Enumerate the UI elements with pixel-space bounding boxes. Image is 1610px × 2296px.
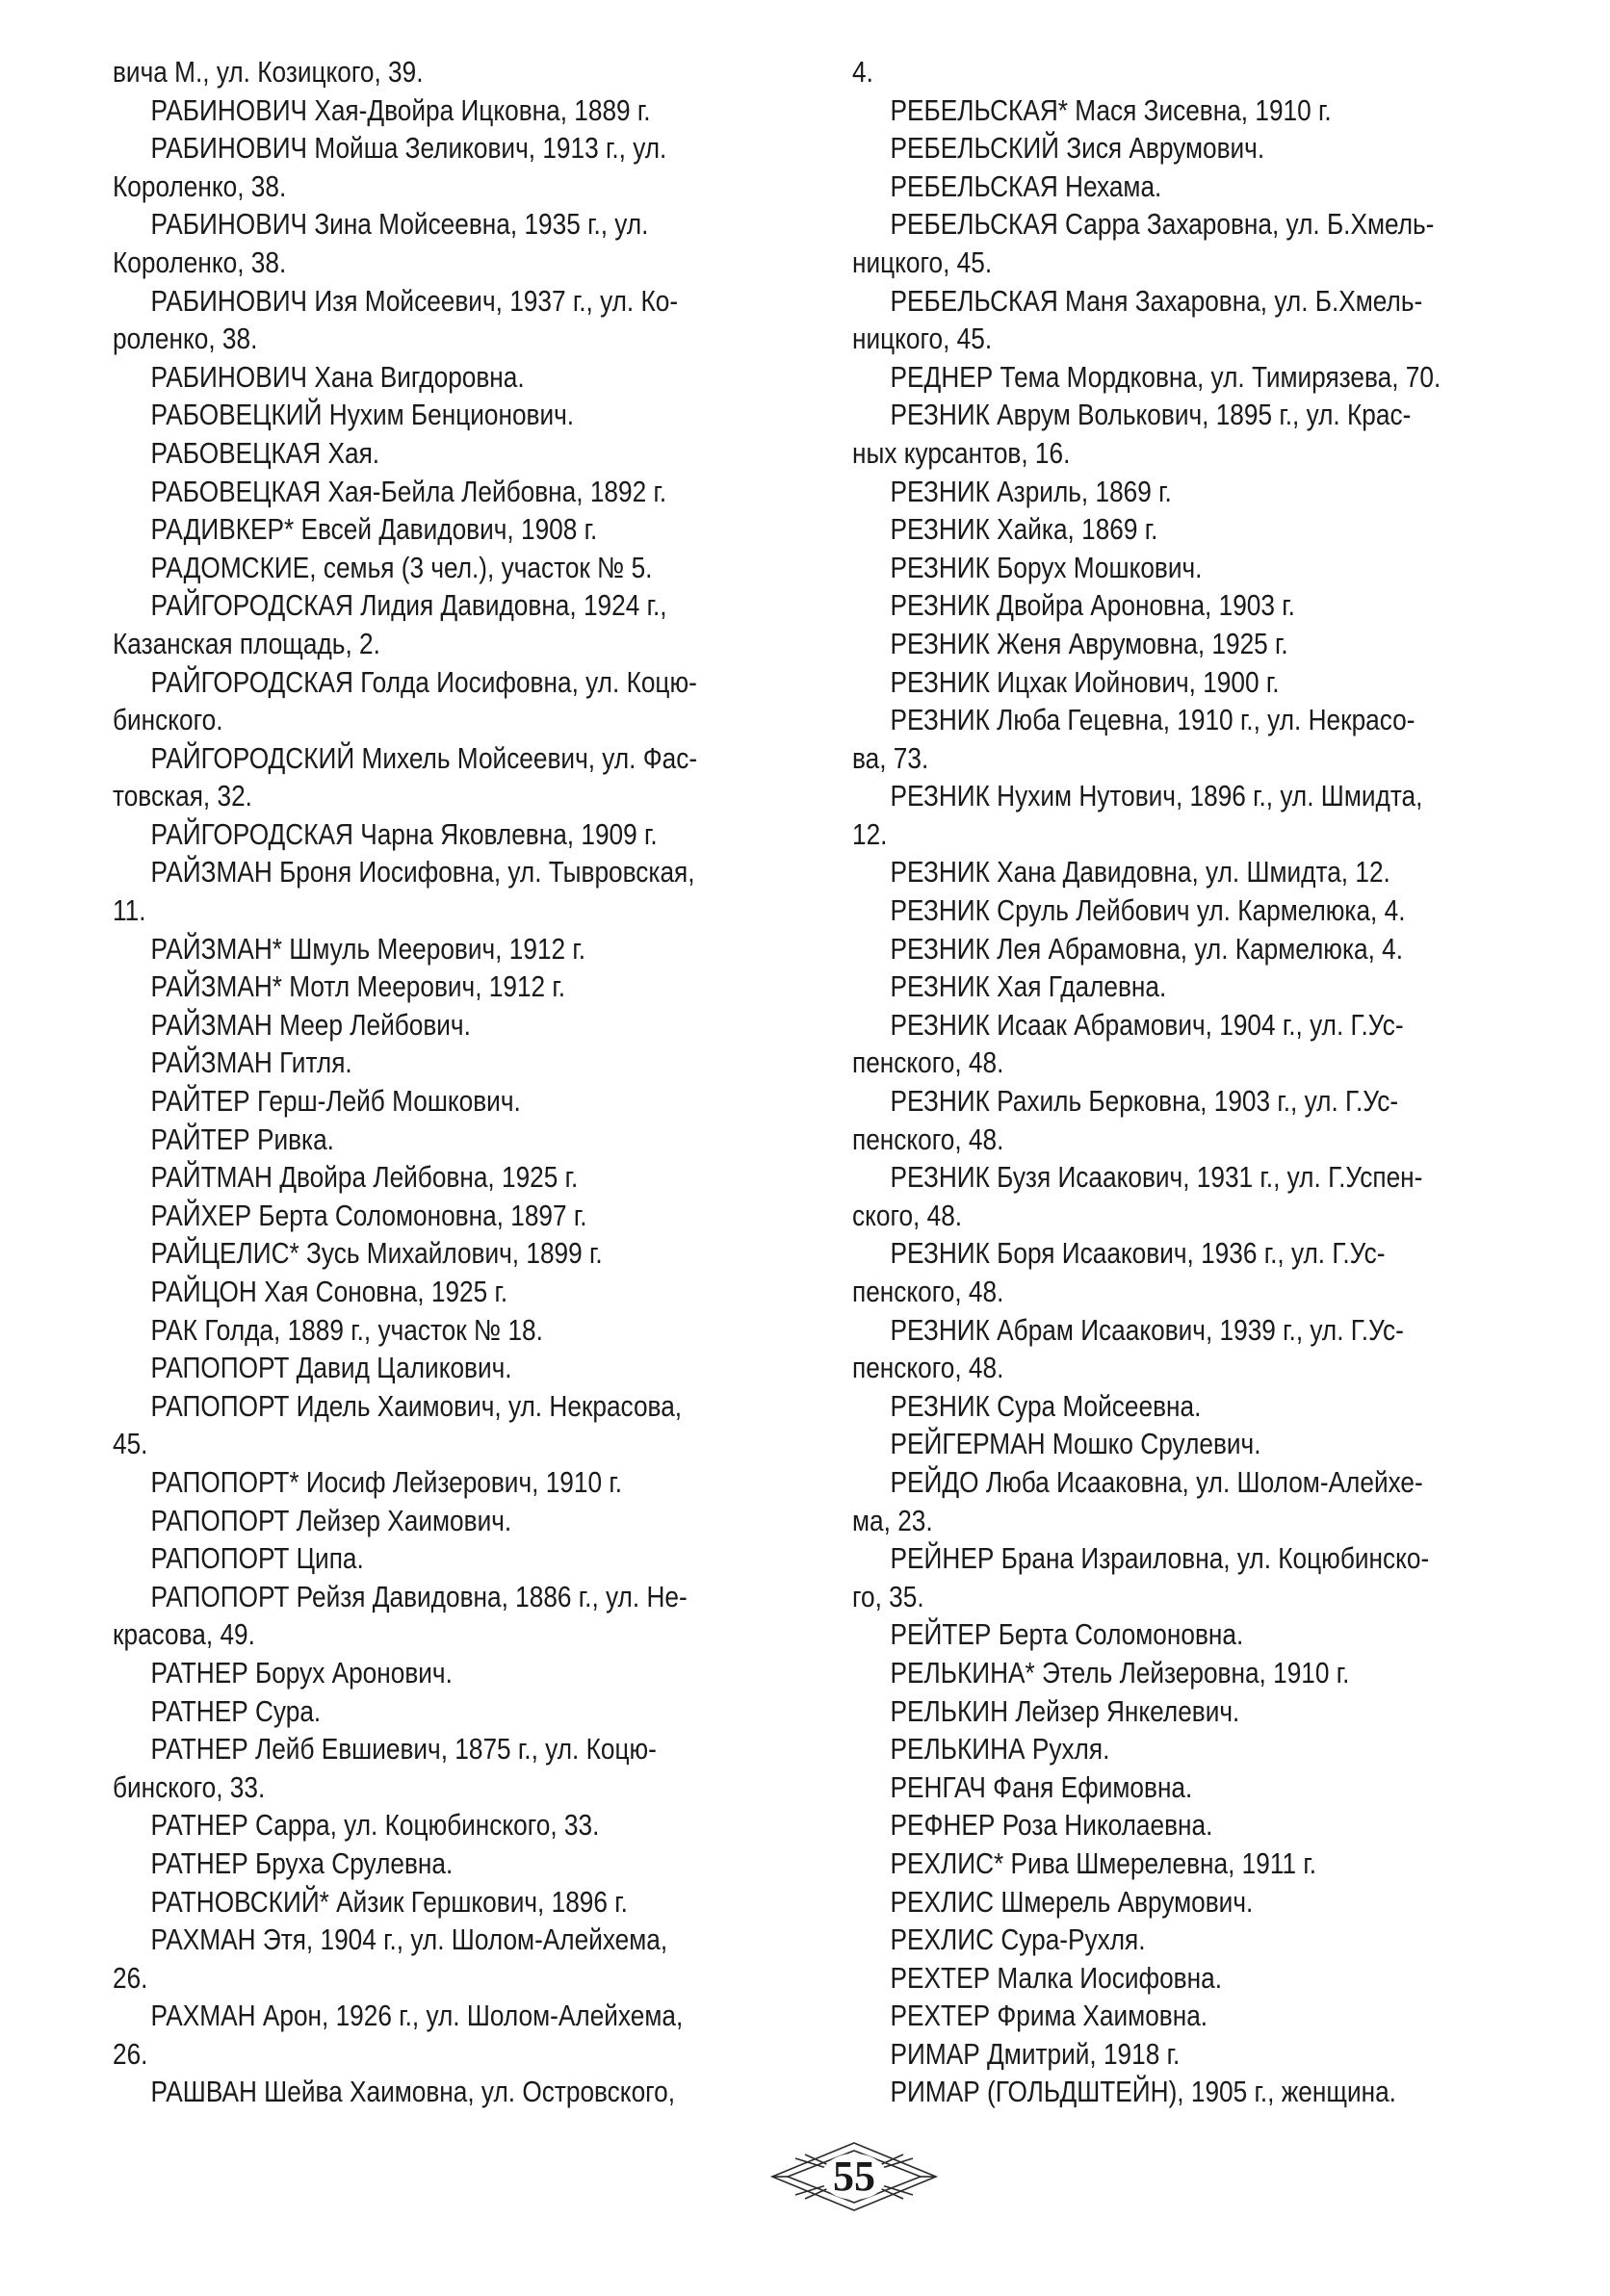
index-entry — [113, 1464, 792, 1503]
index-entry — [113, 1807, 792, 1845]
entry-line: РАЙЦЕЛИС* Зусь Михайлович, 1899 г. — [150, 1237, 603, 1271]
entry-line: РАПОПОРТ Рейзя Давидовна, 1886 г., ул. Не- — [150, 1580, 688, 1613]
entry-line: РЕБЕЛЬСКАЯ Маня Захаровна, ул. Б.Хмель- — [890, 284, 1423, 318]
entry-continuation-line: Казанская площадь, 2. — [113, 627, 380, 660]
index-entry — [113, 1045, 792, 1083]
entry-line: РЕХЛИС Сура-Рухля. — [890, 1923, 1146, 1957]
entry-line: РИМАР Дмитрий, 1918 г. — [890, 2037, 1181, 2071]
entry-line: РЕЗНИК Хайка, 1869 г. — [890, 513, 1158, 547]
entry-line: РАПОПОРТ Давид Цаликович. — [150, 1352, 512, 1385]
index-entry — [113, 1159, 792, 1198]
index-entry — [113, 1693, 792, 1732]
index-entry — [852, 702, 1502, 778]
index-entry — [852, 1998, 1502, 2036]
index-entry — [113, 206, 792, 282]
entry-line: РЕЗНИК Хана Давидовна, ул. Шмидта, 12. — [890, 856, 1390, 890]
index-entry — [852, 550, 1502, 588]
index-entry — [852, 1845, 1502, 1884]
index-entry — [852, 2074, 1502, 2112]
entry-continuation-line: 11. — [113, 894, 146, 928]
entry-continuation-line: ма, 23. — [852, 1504, 933, 1537]
index-entry — [113, 511, 792, 550]
index-entry — [852, 1884, 1502, 1922]
index-entry — [113, 1731, 792, 1807]
index-entry — [113, 740, 792, 816]
entry-line: РАШВАН Шейва Хаимовна, ул. Островского, — [150, 2076, 676, 2109]
index-entry — [852, 664, 1502, 703]
entry-line: РЕЗНИК Сура Мойсеевна. — [890, 1389, 1202, 1423]
entry-line: РАБИНОВИЧ Мойша Зеликович, 1913 г., ул. — [150, 132, 667, 166]
entry-continuation-line: бинского, 33. — [113, 1770, 266, 1804]
right-column — [852, 54, 1502, 2112]
index-entry — [113, 474, 792, 512]
entry-line: РЕЛЬКИНА* Этель Лейзеровна, 1910 г. — [890, 1656, 1350, 1690]
index-entry — [113, 1998, 792, 2074]
entry-line: РАЙЗМАН* Шмуль Меерович, 1912 г. — [150, 932, 586, 966]
entry-line: РАХМАН Этя, 1904 г., ул. Шолом-Алейхема, — [150, 1923, 668, 1957]
entry-line: РАЙГОРОДСКИЙ Михель Мойсеевич, ул. Фас- — [150, 741, 698, 775]
entry-line: РИМАР (ГОЛЬДШТЕЙН), 1905 г., женщина. — [890, 2076, 1396, 2109]
entry-line: РЕЗНИК Сруль Лейбович ул. Кармелюка, 4. — [890, 894, 1406, 928]
index-entry — [852, 1655, 1502, 1693]
entry-line: РЕЗНИК Нухим Нутович, 1896 г., ул. Шмидта, — [890, 780, 1423, 813]
index-entry — [113, 1235, 792, 1274]
index-entry — [852, 1922, 1502, 1960]
index-entry — [852, 283, 1502, 359]
index-entry — [113, 1274, 792, 1312]
entry-line: РАЙГОРОДСКАЯ Голда Иосифовна, ул. Коцю- — [150, 665, 697, 699]
entry-line: РАДИВКЕР* Евсей Давидович, 1908 г. — [150, 513, 598, 547]
entry-line: РЕХЛИС Шмерель Аврумович. — [890, 1885, 1254, 1919]
entry-line: РЕЗНИК Лея Абрамовна, ул. Кармелюка, 4. — [890, 932, 1404, 966]
entry-line: РАТНЕР Борух Аронович. — [150, 1656, 453, 1690]
entry-line: РАПОПОРТ Идель Хаимович, ул. Некрасова, — [150, 1389, 683, 1423]
entry-line: РАТНЕР Лейб Евшиевич, 1875 г., ул. Коцю- — [150, 1733, 657, 1767]
index-entry — [113, 92, 792, 131]
entry-continuation-line: пенского, 48. — [852, 1276, 1004, 1308]
index-entry — [113, 359, 792, 398]
index-entry — [113, 1579, 792, 1655]
index-entry — [852, 1807, 1502, 1845]
entry-continuation-line: Короленко, 38. — [113, 169, 287, 203]
left-column — [113, 54, 792, 2112]
index-entry — [113, 1350, 792, 1388]
index-entry — [852, 92, 1502, 131]
index-entry — [113, 1083, 792, 1122]
index-entry — [852, 397, 1502, 473]
index-entry — [113, 435, 792, 474]
index-entry — [113, 1540, 792, 1579]
index-entry — [852, 1083, 1502, 1159]
entry-line: РЕЗНИК Абрам Исаакович, 1939 г., ул. Г.Ус- — [890, 1313, 1404, 1347]
index-entry — [113, 1655, 792, 1693]
index-entry — [113, 1007, 792, 1045]
entry-continuation-line: ницкого, 45. — [852, 322, 993, 356]
entry-line: РАБИНОВИЧ Изя Мойсеевич, 1937 г., ул. Ко- — [150, 284, 679, 318]
index-entry — [852, 1235, 1502, 1311]
entry-line: РАЙЦОН Хая Соновна, 1925 г. — [150, 1276, 508, 1308]
entry-line: РАТНЕР Сура. — [150, 1694, 322, 1728]
entry-line: РЕЛЬКИНА Рухля. — [890, 1733, 1110, 1767]
entry-line: РАТНОВСКИЙ* Айзик Гершкович, 1896 г. — [150, 1885, 628, 1919]
entry-continuation-line: товская, 32. — [113, 780, 252, 813]
entry-continuation-line: 26. — [113, 2037, 148, 2071]
entry-line: РАБОВЕЦКИЙ Нухим Бенционович. — [150, 399, 575, 432]
index-entry — [852, 1693, 1502, 1732]
entry-line: РЕХТЕР Фрима Хаимовна. — [890, 1999, 1208, 2033]
index-entry — [113, 54, 792, 92]
index-entry — [852, 474, 1502, 512]
index-entry — [852, 1616, 1502, 1655]
entry-continuation-line: 12. — [852, 817, 888, 851]
entry-line: РЕЗНИК Рахиль Берковна, 1903 г., ул. Г.Ус- — [890, 1085, 1399, 1119]
entry-line: РЕБЕЛЬСКАЯ Сарра Захаровна, ул. Б.Хмель- — [890, 208, 1435, 242]
index-entry — [852, 626, 1502, 664]
index-entry — [852, 1731, 1502, 1769]
index-entry — [852, 1312, 1502, 1388]
entry-line: РАХМАН Арон, 1926 г., ул. Шолом-Алейхема, — [150, 1999, 684, 2033]
index-entry — [852, 1540, 1502, 1616]
entry-line: РАБОВЕЦКАЯ Хая. — [150, 436, 380, 470]
index-entry — [852, 511, 1502, 550]
entry-line: РЕЗНИК Женя Аврумовна, 1925 г. — [890, 627, 1288, 660]
index-entry — [852, 2036, 1502, 2075]
entry-line: РЕДНЕР Тема Мордковна, ул. Тимирязева, 70. — [890, 360, 1441, 394]
entry-line: РАПОПОРТ Ципа. — [150, 1542, 364, 1576]
index-entry — [852, 1388, 1502, 1427]
entry-line: РАЙГОРОДСКАЯ Чарна Яковлевна, 1909 г. — [150, 817, 658, 851]
index-entry — [113, 664, 792, 740]
entry-line: РЕЗНИК Хая Гдалевна. — [890, 970, 1167, 1004]
entry-line: РЕЗНИК Азриль, 1869 г. — [890, 475, 1172, 508]
entry-line: вича М., ул. Козицкого, 39. — [113, 56, 424, 89]
entry-line: РАПОПОРТ* Иосиф Лейзерович, 1910 г. — [150, 1465, 622, 1499]
entry-continuation-line: пенского, 48. — [852, 1046, 1004, 1080]
entry-line: РЕБЕЛЬСКАЯ* Мася Зисевна, 1910 г. — [890, 93, 1332, 127]
index-entry — [852, 778, 1502, 854]
index-entry — [113, 1312, 792, 1351]
index-entry — [113, 931, 792, 969]
index-entry — [113, 550, 792, 588]
index-entry — [852, 587, 1502, 626]
entry-line: РЕЗНИК Исаак Абрамович, 1904 г., ул. Г.Ус- — [890, 1008, 1404, 1042]
index-entry — [852, 1007, 1502, 1083]
entry-line: РЕЗНИК Боря Исаакович, 1936 г., ул. Г.Ус- — [890, 1237, 1386, 1271]
entry-line: 4. — [852, 56, 873, 89]
page-number: 55 — [833, 2153, 875, 2200]
index-entry — [113, 1198, 792, 1236]
entry-line: РЕЛЬКИН Лейзер Янкелевич. — [890, 1694, 1240, 1728]
entry-line: РАЙТМАН Двойра Лейбовна, 1925 г. — [150, 1161, 579, 1195]
entry-line: РАТНЕР Сарра, ул. Коцюбинского, 33. — [150, 1809, 600, 1843]
entry-line: РАЙЗМАН Меер Лейбович. — [150, 1008, 471, 1042]
entry-line: РАЙТЕР Ривка. — [150, 1122, 334, 1156]
index-entry — [113, 283, 792, 359]
entry-line: РЕЙДО Люба Исааковна, ул. Шолом-Алейхе- — [890, 1465, 1423, 1499]
entry-line: РЕЗНИК Бузя Исаакович, 1931 г., ул. Г.Успен- — [890, 1161, 1423, 1195]
index-entry — [852, 206, 1502, 282]
entry-line: РАЙГОРОДСКАЯ Лидия Давидовна, 1924 г., — [150, 589, 667, 623]
index-entry — [852, 1960, 1502, 1999]
index-entry — [113, 1503, 792, 1541]
index-entry — [852, 931, 1502, 969]
index-entry — [113, 1922, 792, 1998]
entry-continuation-line: Короленко, 38. — [113, 245, 287, 279]
entry-continuation-line: ва, 73. — [852, 741, 929, 775]
entry-line: РЕЙНЕР Брана Израиловна, ул. Коцюбинско- — [890, 1542, 1430, 1576]
entry-line: РЕХЛИС* Рива Шмерелевна, 1911 г. — [890, 1846, 1317, 1880]
index-entry — [113, 854, 792, 930]
index-entry — [852, 1769, 1502, 1808]
index-entry — [113, 397, 792, 435]
entry-line: РЕЗНИК Аврум Волькович, 1895 г., ул. Крас- — [890, 399, 1412, 432]
entry-line: РЕЗНИК Борух Мошкович. — [890, 551, 1203, 584]
entry-continuation-line: го, 35. — [852, 1580, 924, 1613]
index-entry — [113, 1122, 792, 1160]
index-entry — [113, 1388, 792, 1464]
entry-continuation-line: ского, 48. — [852, 1199, 963, 1232]
entry-continuation-line: пенского, 48. — [852, 1352, 1004, 1385]
entry-line: РАБИНОВИЧ Зина Мойсеевна, 1935 г., ул. — [150, 208, 649, 242]
index-entry — [113, 1845, 792, 1884]
index-entry — [852, 54, 1502, 92]
entry-continuation-line: бинского. — [113, 704, 223, 737]
entry-continuation-line: роленко, 38. — [113, 322, 258, 356]
entry-line: РЕЗНИК Двойра Ароновна, 1903 г. — [890, 589, 1295, 623]
entry-line: РЕБЕЛЬСКАЯ Нехама. — [890, 169, 1162, 203]
entry-continuation-line: ных курсантов, 16. — [852, 436, 1071, 470]
entry-line: РАБИНОВИЧ Хана Вигдоровна. — [150, 360, 525, 394]
entry-line: РЕХТЕР Малка Иосифовна. — [890, 1961, 1222, 1995]
index-entry — [852, 359, 1502, 398]
entry-line: РАЙЗМАН Гитля. — [150, 1046, 352, 1080]
entry-line: РЕЙТЕР Берта Соломоновна. — [890, 1618, 1244, 1652]
index-entry — [852, 854, 1502, 892]
entry-line: РАЙТЕР Герш-Лейб Мошкович. — [150, 1085, 521, 1119]
entry-line: РАЙЗМАН Броня Иосифовна, ул. Тывровская, — [150, 856, 695, 890]
entry-continuation-line: красова, 49. — [113, 1618, 255, 1652]
index-entry — [113, 968, 792, 1007]
entry-line: РЕЙГЕРМАН Мошко Срулевич. — [890, 1428, 1261, 1461]
entry-line: РАДОМСКИЕ, семья (3 чел.), участок № 5. — [150, 551, 653, 584]
index-entry — [113, 587, 792, 663]
entry-line: РАК Голда, 1889 г., участок № 18. — [150, 1313, 543, 1347]
entry-line: РАЙХЕР Берта Соломоновна, 1897 г. — [150, 1199, 587, 1232]
index-entry — [852, 168, 1502, 207]
index-entry — [113, 2074, 792, 2112]
index-entry — [113, 130, 792, 206]
index-entry — [852, 1426, 1502, 1464]
entry-continuation-line: 45. — [113, 1428, 148, 1461]
entry-line: РЕФНЕР Роза Николаевна. — [890, 1809, 1213, 1843]
entry-line: РЕЗНИК Ицхак Иойнович, 1900 г. — [890, 665, 1280, 699]
index-entry — [113, 1884, 792, 1922]
index-entry — [852, 130, 1502, 168]
index-entry — [852, 892, 1502, 931]
entry-line: РЕНГАЧ Фаня Ефимовна. — [890, 1770, 1193, 1804]
entry-line: РЕБЕЛЬСКИЙ Зися Аврумович. — [890, 132, 1265, 166]
index-entry — [852, 1159, 1502, 1235]
index-entry — [113, 816, 792, 855]
entry-continuation-line: ницкого, 45. — [852, 245, 993, 279]
entry-line: РАПОПОРТ Лейзер Хаимович. — [150, 1504, 512, 1537]
entry-line: РАТНЕР Бруха Срулевна. — [150, 1846, 454, 1880]
index-entry — [852, 968, 1502, 1007]
page-number-ornament — [766, 2139, 942, 2214]
entry-line: РАБИНОВИЧ Хая-Двойра Ицковна, 1889 г. — [150, 93, 651, 127]
index-entry — [852, 1464, 1502, 1540]
entry-line: РАЙЗМАН* Мотл Меерович, 1912 г. — [150, 970, 566, 1004]
entry-continuation-line: пенского, 48. — [852, 1122, 1004, 1156]
entry-line: РАБОВЕЦКАЯ Хая-Бейла Лейбовна, 1892 г. — [150, 475, 667, 508]
entry-continuation-line: 26. — [113, 1961, 148, 1995]
entry-line: РЕЗНИК Люба Гецевна, 1910 г., ул. Некрасо- — [890, 704, 1415, 737]
